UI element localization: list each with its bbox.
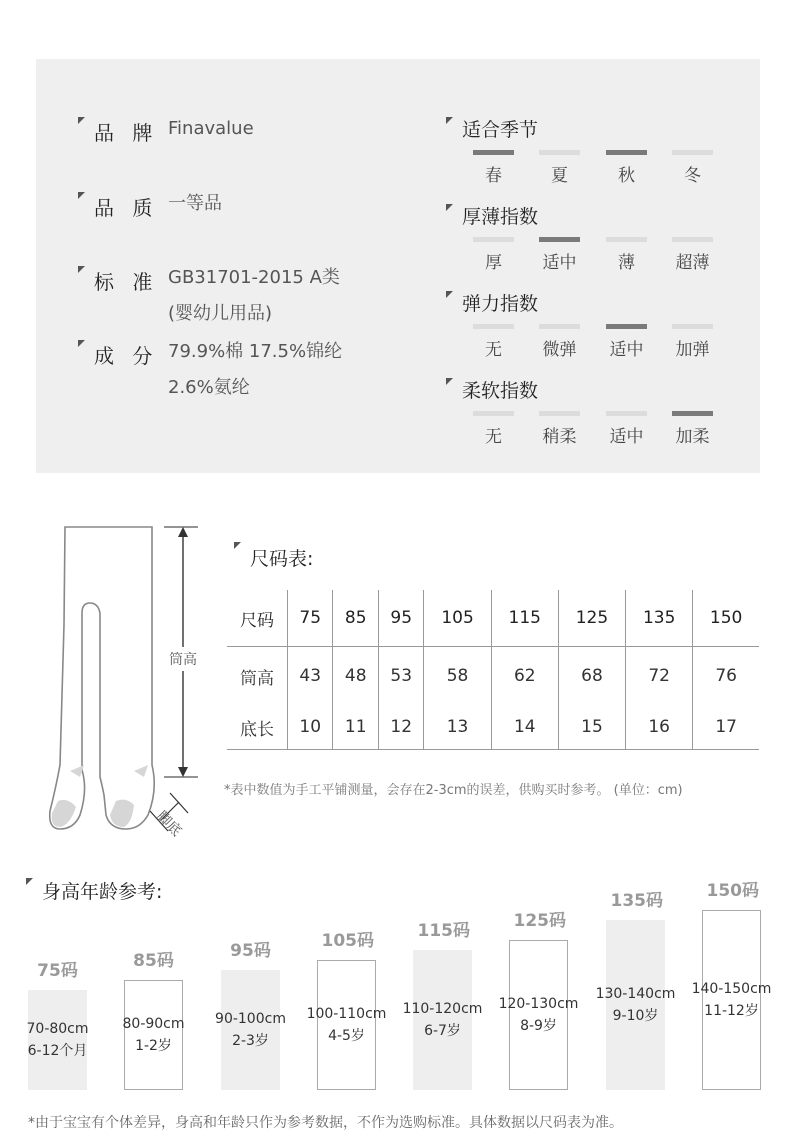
index-level-bar [606, 411, 647, 416]
bullet-triangle-icon [78, 192, 85, 199]
attr-key-brand: 品 牌 [94, 121, 159, 145]
age-height-range: 110-120cm [402, 1001, 483, 1017]
attr-key-standard: 标 准 [94, 270, 159, 294]
index-title: 适合季节 [462, 119, 539, 141]
index-option-label: 薄 [618, 253, 635, 273]
table-cell: 10 [288, 705, 333, 750]
index-option [473, 237, 514, 273]
index-option [539, 324, 580, 360]
bullet-triangle-icon [78, 117, 85, 124]
index-option-label: 无 [485, 340, 502, 360]
age-range: 6-12个月 [27, 1043, 88, 1059]
index-option [606, 411, 647, 447]
age-size-box [402, 950, 483, 1090]
tights-diagram [40, 515, 220, 845]
table-cell: 76 [693, 647, 759, 706]
table-cell: 105 [424, 590, 491, 647]
age-height-range: 100-110cm [306, 1006, 387, 1022]
age-size-code: 135码 [610, 891, 663, 911]
index-level-bar [539, 324, 580, 329]
age-height-range: 90-100cm [215, 1011, 286, 1027]
index-option-label: 春 [485, 166, 502, 186]
index-level-bar [672, 411, 713, 416]
tube-height-label: 筒高 [169, 652, 197, 668]
size-table-note: *表中数值为手工平铺测量，会存在2-3cm的误差，供购买时参考。 (单位：cm) [224, 783, 683, 798]
table-cell: 43 [288, 647, 333, 706]
age-height-range: 80-90cm [122, 1016, 185, 1032]
table-cell: 48 [333, 647, 378, 706]
table-cell: 11 [333, 705, 378, 750]
index-option [672, 150, 713, 186]
attr-value-quality: 一等品 [168, 193, 222, 214]
index-level-bar [606, 324, 647, 329]
age-size-box [28, 990, 87, 1090]
age-size-code: 85码 [133, 951, 174, 971]
age-size-code: 75码 [37, 961, 78, 981]
bullet-triangle-icon [446, 117, 453, 124]
attr-value-composition-1: 79.9%棉 17.5%锦纶 [168, 341, 343, 362]
table-cell: 75 [288, 590, 333, 647]
age-size-box [595, 920, 676, 1090]
table-cell: 62 [491, 647, 558, 706]
index-title: 厚薄指数 [462, 206, 539, 228]
table-cell: 150 [693, 590, 759, 647]
bullet-triangle-icon [446, 291, 453, 298]
table-cell: 68 [558, 647, 625, 706]
bullet-triangle-icon [446, 378, 453, 385]
table-cell: 15 [558, 705, 625, 750]
table-cell: 85 [333, 590, 378, 647]
index-level-bar [539, 411, 580, 416]
age-range: 2-3岁 [232, 1033, 269, 1049]
foot-length-label: 脚底 [153, 808, 185, 840]
index-option-label: 加柔 [675, 427, 710, 447]
age-height-range: 130-140cm [595, 986, 676, 1002]
age-range: 8-9岁 [520, 1018, 557, 1034]
attr-key-composition: 成 分 [94, 344, 159, 368]
index-option [473, 324, 514, 360]
index-option [606, 237, 647, 273]
index-option-label: 适中 [542, 253, 577, 273]
index-option [539, 150, 580, 186]
attr-value-composition-2: 2.6%氨纶 [168, 377, 250, 398]
table-cell: 13 [424, 705, 491, 750]
table-cell: 12 [378, 705, 423, 750]
size-table [227, 590, 759, 750]
attr-value-brand: Finavalue [168, 118, 254, 139]
age-range: 1-2岁 [135, 1038, 172, 1054]
index-option-label: 稍柔 [542, 427, 577, 447]
index-level-bar [539, 237, 580, 242]
height-age-title: 身高年龄参考: [42, 881, 163, 903]
index-option-label: 超薄 [675, 253, 710, 273]
table-row [227, 705, 759, 750]
index-option [539, 237, 580, 273]
table-cell: 17 [693, 705, 759, 750]
product-info-panel [36, 59, 760, 473]
index-option-label: 加弹 [675, 340, 710, 360]
age-size-code: 150码 [706, 881, 759, 901]
table-row-label: 底长 [227, 705, 288, 750]
index-option [473, 411, 514, 447]
age-size-box [498, 940, 579, 1090]
age-height-range: 120-130cm [498, 996, 579, 1012]
age-size-code: 95码 [230, 941, 271, 961]
attr-key-quality: 品 质 [94, 196, 159, 220]
age-range: 4-5岁 [328, 1028, 365, 1044]
index-level-bar [606, 237, 647, 242]
attr-value-standard-1: GB31701-2015 A类 [168, 267, 340, 288]
index-level-bar [672, 150, 713, 155]
index-level-bar [606, 150, 647, 155]
size-table-title: 尺码表: [250, 548, 314, 570]
index-title: 柔软指数 [462, 380, 539, 402]
bullet-triangle-icon [26, 878, 33, 885]
age-size-code: 115码 [417, 921, 470, 941]
bullet-triangle-icon [78, 340, 85, 347]
index-level-bar [473, 150, 514, 155]
age-size-box [215, 970, 286, 1090]
age-size-box [306, 960, 387, 1090]
age-range: 6-7岁 [424, 1023, 461, 1039]
table-cell: 125 [558, 590, 625, 647]
table-cell: 72 [626, 647, 693, 706]
index-level-bar [473, 411, 514, 416]
tights-outline [50, 527, 155, 829]
index-option-label: 厚 [485, 253, 502, 273]
index-level-bar [539, 150, 580, 155]
index-option [672, 411, 713, 447]
table-cell: 135 [626, 590, 693, 647]
index-option [672, 237, 713, 273]
bullet-triangle-icon [234, 542, 241, 549]
index-option-label: 秋 [618, 166, 635, 186]
age-size-box [691, 910, 772, 1090]
index-title: 弹力指数 [462, 293, 539, 315]
index-option-label: 夏 [551, 166, 568, 186]
table-cell: 14 [491, 705, 558, 750]
index-option [606, 324, 647, 360]
bullet-triangle-icon [78, 266, 85, 273]
bullet-triangle-icon [446, 204, 453, 211]
index-level-bar [672, 324, 713, 329]
age-size-code: 125码 [513, 911, 566, 931]
table-row-label: 尺码 [227, 590, 288, 647]
index-level-bar [473, 237, 514, 242]
index-option [473, 150, 514, 186]
table-cell: 16 [626, 705, 693, 750]
table-cell: 115 [491, 590, 558, 647]
index-option-label: 无 [485, 427, 502, 447]
table-row-label: 筒高 [240, 668, 274, 689]
age-size-box [124, 980, 183, 1090]
age-range: 11-12岁 [704, 1003, 759, 1019]
index-option-label: 冬 [684, 166, 701, 186]
index-option-label: 适中 [609, 427, 644, 447]
index-option [672, 324, 713, 360]
index-option-label: 微弹 [542, 340, 577, 360]
table-row [227, 647, 759, 706]
age-range: 9-10岁 [612, 1008, 659, 1024]
table-row [227, 590, 759, 647]
table-cell: 95 [378, 590, 423, 647]
table-cell: 58 [424, 647, 491, 706]
age-height-range: 70-80cm [26, 1021, 89, 1037]
attr-value-standard-2: (婴幼儿用品) [168, 303, 273, 324]
index-option-label: 适中 [609, 340, 644, 360]
age-size-code: 105码 [321, 931, 374, 951]
age-height-range: 140-150cm [691, 981, 772, 997]
index-level-bar [473, 324, 514, 329]
height-age-footnote: *由于宝宝有个体差异，身高和年龄只作为参考数据，不作为选购标准。具体数据以尺码表为准。 [28, 1115, 623, 1131]
index-option [606, 150, 647, 186]
index-level-bar [672, 237, 713, 242]
index-option [539, 411, 580, 447]
table-cell: 53 [378, 647, 423, 706]
